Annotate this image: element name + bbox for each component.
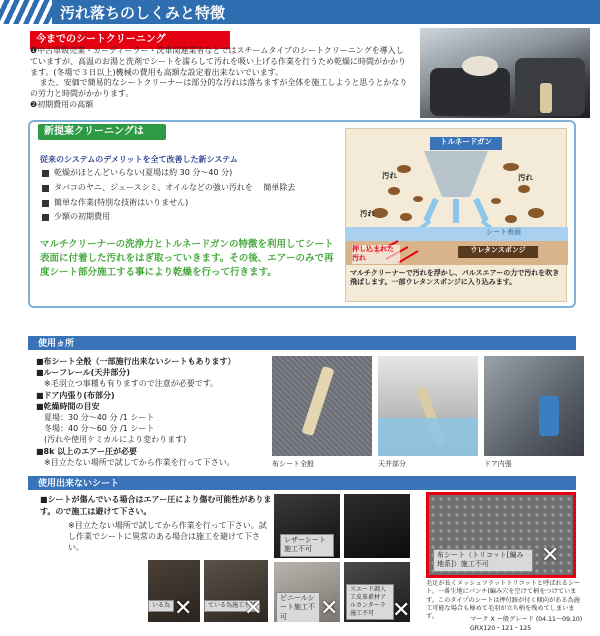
dirt-label: 汚れ xyxy=(518,173,533,182)
vinyl-seat-photo xyxy=(274,562,340,622)
seat-cleaning-illustration xyxy=(420,28,590,118)
usage-item: 夏場：30 分〜40 分 /1 シート xyxy=(36,412,155,422)
unusable-warning: ■シートが傷んでいる場合はエアー圧により傷む可能性があります。ので施工は避けて下さい。 xyxy=(40,495,272,516)
worn-label: いる為 xyxy=(148,600,174,612)
header-stripes xyxy=(0,0,52,24)
usage-item: (汚れや使用ケミカルにより変わります) xyxy=(36,435,187,445)
old-para-2: また、安価で簡易的なシートクリーナーは部分的な汚れは落ちますが全体を施工しようと思うとかなりの労力と時間がかかります。 xyxy=(30,78,408,99)
worn-label: ている為施工不可 xyxy=(204,600,260,612)
photo-caption: 布シート全般 xyxy=(272,460,314,468)
usage-item: 冬場：40 分〜60 分 /1 シート xyxy=(36,424,155,434)
new-highlight-text: マルチクリーナーの洗浄力とトルネードガンの特徴を利用してシート表面に付着した汚れをはぎ取っていきます。その後、エアーのみで再度シート部分施工する事により乾燥を行って行きます。 xyxy=(40,239,334,278)
spray-gun-icon xyxy=(301,366,334,436)
knit-model: マーク X ー般グレード (04.11〜09.10) xyxy=(470,616,583,623)
old-cleaning-text xyxy=(30,46,410,111)
leather-seat-photo xyxy=(274,494,340,558)
not-allowed-icon: ✕ xyxy=(320,596,339,621)
new-bullet-list xyxy=(42,168,332,227)
old-cleaning-label: 今までのシートクリーニング xyxy=(30,31,230,49)
suede-seat-photo xyxy=(344,562,410,622)
door-panel-photo xyxy=(484,356,584,456)
old-para-1: ❶中古車販売業・カーディーラー・洗車関連業者などではスチームタイプのシートクリーニングを導入していますが、高温のお湯と洗剤でシートを濡らして汚れを吸い上げる作業を行うため乾燥に時間がかかります。(冬場で３日以上)機械の費用も高額な設定着出来ないでいます。 xyxy=(30,46,406,77)
new-bullet: タバコのヤニ、ジュースシミ、オイルなどの強い汚れを 簡単除去 xyxy=(42,183,332,194)
diagram-caption: マルチクリーナーで汚れを浮かし、パルスエアーの力で汚れを吹き飛ばします。一部ウレタンスポンジに入り込みます。 xyxy=(350,269,560,287)
towel-photo xyxy=(378,418,478,456)
usage-item: ■布シート全般（一部施行出来ないシートもあります） xyxy=(36,357,236,366)
not-allowed-icon: ✕ xyxy=(174,596,193,621)
knit-seat-photo xyxy=(426,492,576,578)
not-allowed-icon: ✕ xyxy=(541,543,560,568)
knit-note: 毛足が長くメッシュフラットトリコットと呼ばれるシート。一番生地にパンチ(編み穴を空けて柄をつけています。このタイプのシートは押付跡が付く傾向がある為施工可能な場合も極めて毛羽が立ち柄を残めてしまいます。 xyxy=(426,580,581,621)
unusable-note: ※目立たない場所で試してから作業を行って下さい。試し作業でシートに異常のある場合は施工を避けて下さい。 xyxy=(68,521,267,553)
photo-caption: ドア内張 xyxy=(484,460,512,468)
sponge-label: ウレタンスポンジ xyxy=(458,246,538,258)
new-subtitle: 従来のシステムのデメリットを全て改善した新システム xyxy=(40,155,238,164)
usage-item: ■乾燥時間の目安 xyxy=(36,401,100,411)
cleaner-bottle-icon xyxy=(539,396,559,436)
usage-list xyxy=(36,356,268,468)
new-bullet: 少額の初期費用 xyxy=(42,212,332,223)
usage-item: ※毛羽立つ事種も有りますので注意が必要です。 xyxy=(36,379,219,389)
knit-code: GRX120・121・125 xyxy=(470,625,532,632)
suede-label: スエード調人工皮革素材アルカンターラ施工不可 xyxy=(346,584,394,620)
knit-label: 布シート（トリコット[編み地系]）施工不可 xyxy=(433,549,533,572)
usage-item: ■8k 以上のエアー圧が必要 xyxy=(36,446,137,456)
usage-item: ■ドア内張り(布部分) xyxy=(36,390,115,400)
old-para-3: ❷初期費用の高額 xyxy=(30,99,94,109)
vinyl-label: ビニールシート施工不可 xyxy=(276,592,320,622)
not-allowed-icon: ✕ xyxy=(244,596,263,621)
usage-item: ※目立たない場所で試してから作業を行って下さい。 xyxy=(36,457,235,467)
unusable-label: 使用出来ないシート xyxy=(28,476,576,490)
new-bullet: 簡単な作業(特別な技術はいりません) xyxy=(42,198,332,209)
not-allowed-icon: ✕ xyxy=(392,598,410,622)
leather-seat-photo-2 xyxy=(344,494,410,558)
pushed-dirt-label: 押し込まれた汚れ xyxy=(352,245,400,264)
dirt-label: 汚れ xyxy=(360,209,375,218)
gun-label: トルネードガン xyxy=(430,137,502,150)
new-cleaning-label: 新提案クリーニングは xyxy=(38,124,166,140)
seat-surface-label: シート表面 xyxy=(486,228,521,236)
photo-caption: 天井部分 xyxy=(378,460,406,468)
worn-seat-photo xyxy=(148,560,200,622)
usage-item: ■ルーフレール(天井部分) xyxy=(36,368,130,378)
leather-label: レザーシート施工不可 xyxy=(280,534,334,557)
cleaning-diagram xyxy=(345,128,567,302)
old-cleaning-photo xyxy=(420,28,590,118)
usage-label: 使用ヵ所 xyxy=(28,336,576,350)
fabric-seat-photo xyxy=(272,356,372,456)
worn-seat-photo xyxy=(204,560,268,622)
header-bar xyxy=(0,0,600,24)
page-title: 汚れ落ちのしくみと特徴 xyxy=(60,4,226,22)
dirt-label: 汚れ xyxy=(382,171,397,180)
new-bullet: 乾燥がほとんどいらない(夏場は約 30 分〜40 分) xyxy=(42,168,332,179)
